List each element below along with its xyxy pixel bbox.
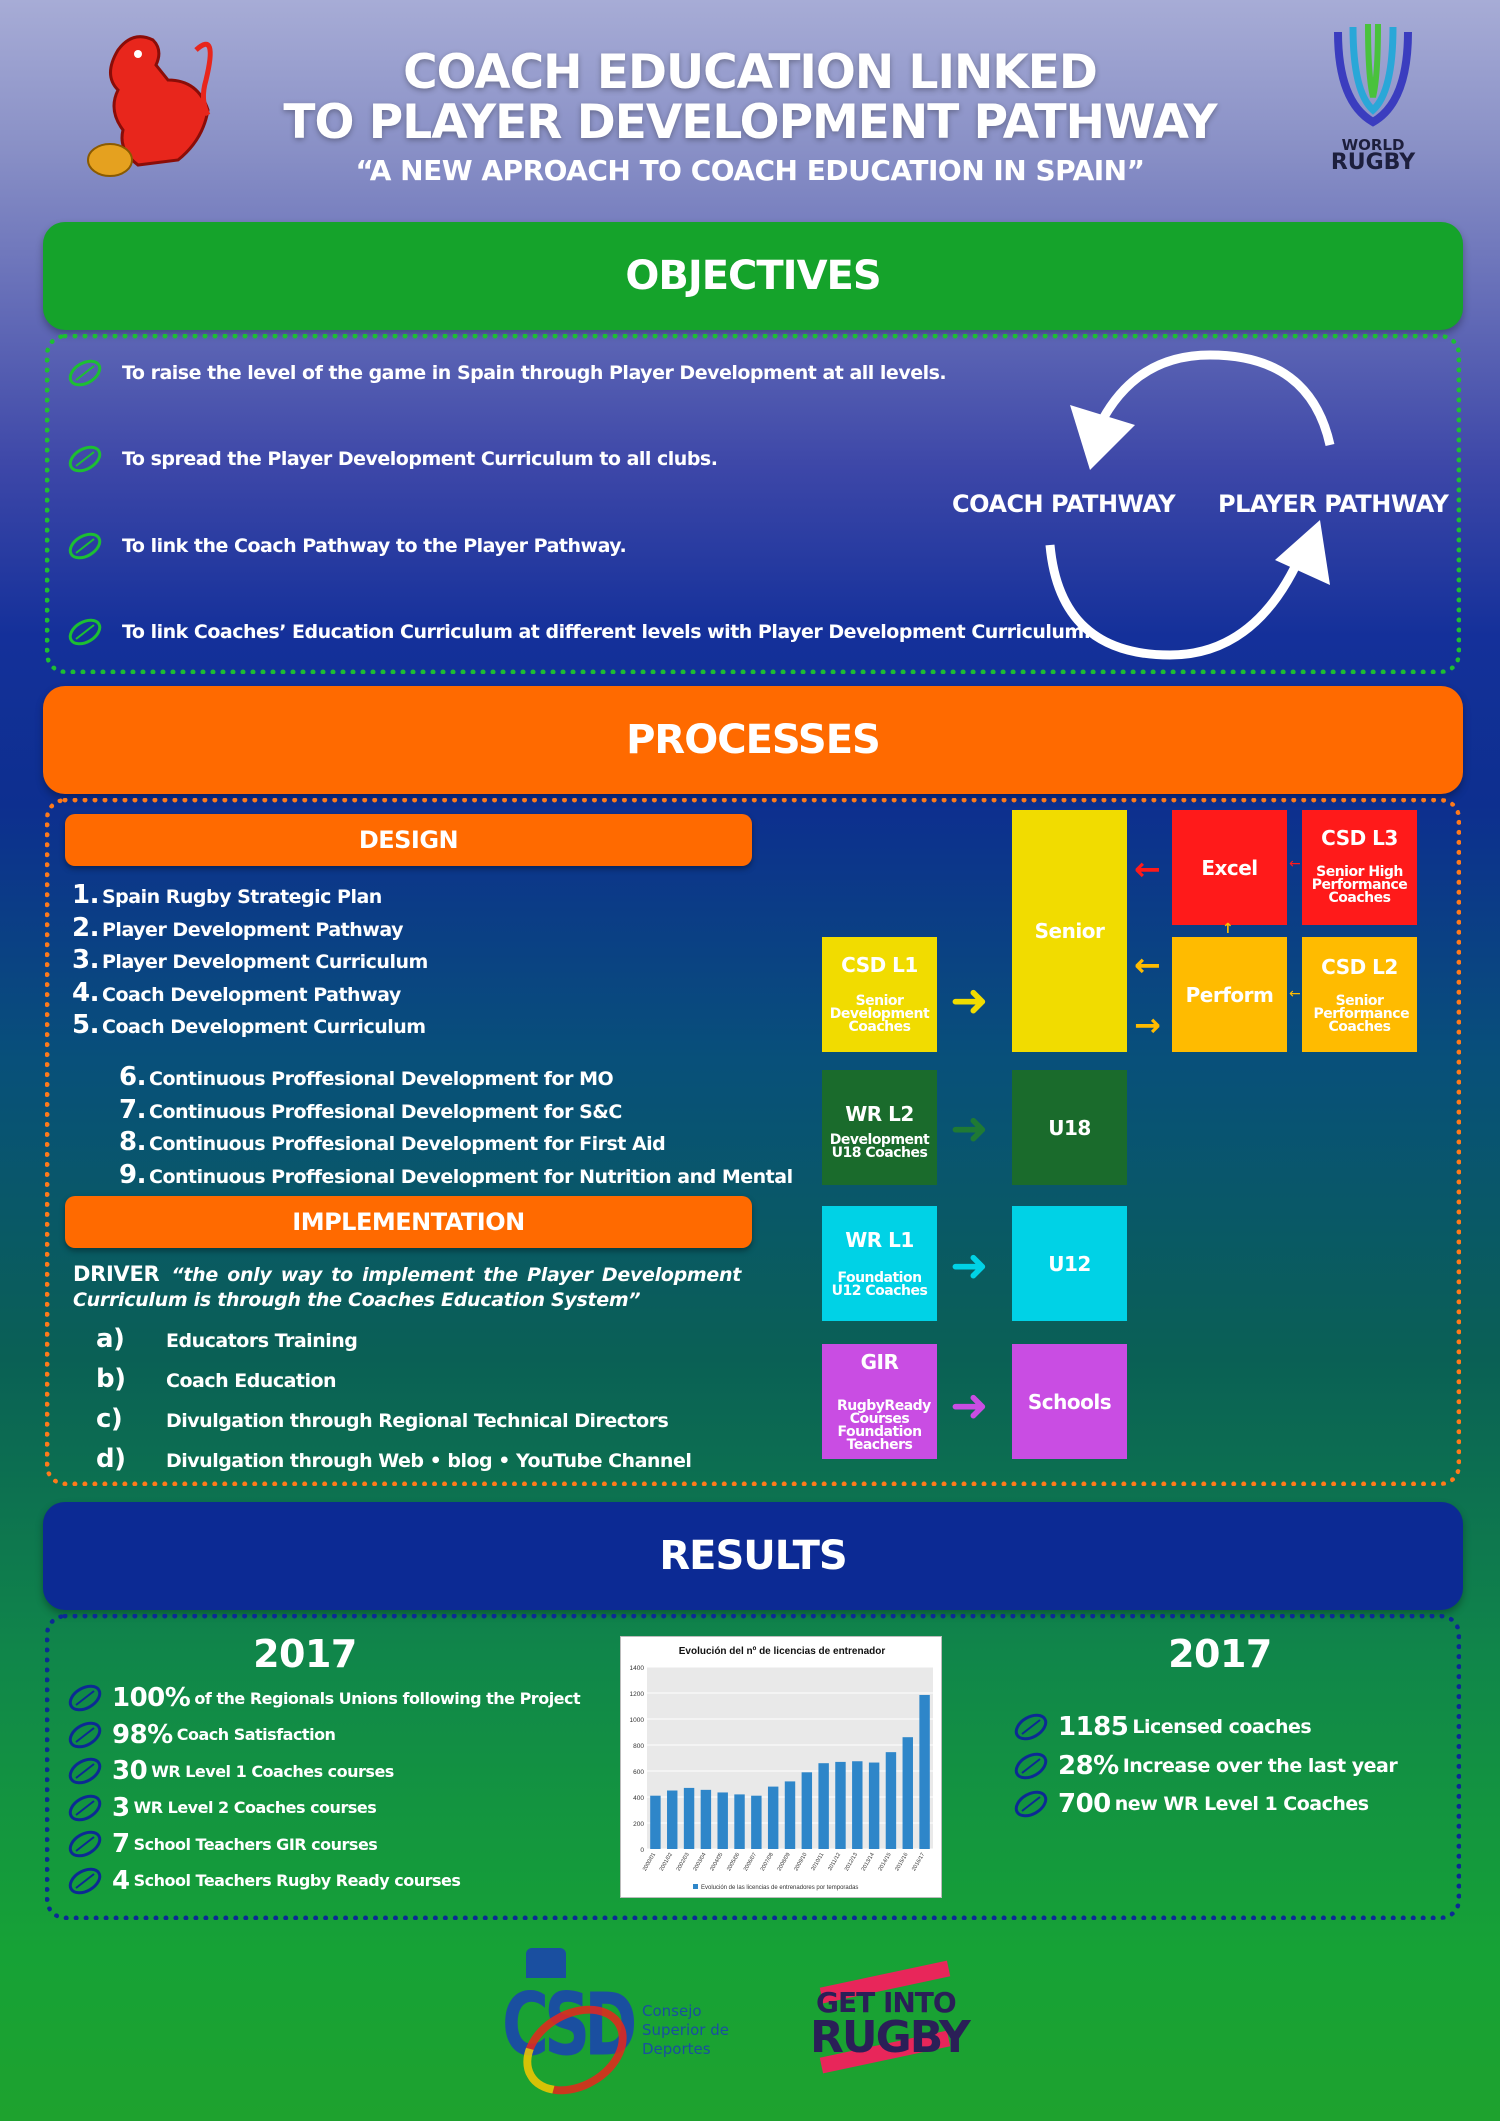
arrow-right-icon: ➜ [950,1378,989,1432]
rugby-ball-icon [66,444,104,474]
list-item: 9. Continuous Proffesional Development for Nutrition and Mental [119,1159,793,1190]
chart-x-tick-label: 2007/08 [759,1852,775,1873]
chart-x-tick-label: 2014/15 [877,1852,893,1873]
list-item: 2. Player Development Pathway [72,912,403,943]
objective-item: To link the Coach Pathway to the Player Pathway. [66,531,626,561]
rugby-ball-icon [66,1756,104,1786]
arrow-right-icon: ➜ [950,973,989,1027]
chart-bar [684,1788,694,1849]
rugby-ball-icon [66,1793,104,1823]
list-item: a) Educators Training [96,1324,358,1354]
world-rugby-word-bottom: RUGBY [1330,150,1416,175]
list-item: b) Coach Education [96,1364,337,1394]
coach-pathway-label: COACH PATHWAY [952,490,1176,518]
list-item: 1185 Licensed coaches [1012,1708,1397,1747]
list-item: 3. Player Development Curriculum [72,945,428,975]
processes-banner [43,686,1463,794]
perform-box: Perform [1172,937,1287,1052]
chart-bar [717,1792,727,1849]
chart-x-tick-label: 2003/04 [692,1852,708,1873]
list-item: 4 School Teachers Rugby Ready courses [66,1863,580,1900]
wr-l1-box: WR L1 Foundation U12 Coaches [822,1206,937,1321]
arrow-right-icon: ➜ [950,1101,989,1155]
page-title: COACH EDUCATION LINKED TO PLAYER DEVELOPMENT PATHWAY [283,45,1217,150]
rugby-ball-icon [1012,1789,1050,1819]
list-item: 8. Continuous Proffesional Development for First Aid [119,1127,666,1157]
chart-legend-swatch [693,1884,698,1889]
chart-bar [818,1763,828,1849]
chart-x-tick-label: 2004/05 [709,1852,725,1873]
objective-item: To spread the Player Development Curriculum to all clubs. [66,444,717,474]
driver-statement [73,1262,741,1313]
arrow-left-icon: ← [1289,986,1301,1002]
chart-x-tick-label: 2016/17 [911,1852,927,1873]
page-subtitle: “A NEW APROACH TO COACH EDUCATION IN SPAIN” [355,154,1145,187]
list-item: c) Divulgation through Regional Technical Directors [96,1404,669,1434]
chart-y-tick-label: 0 [640,1847,644,1854]
objective-item: To link Coaches’ Education Curriculum at different levels with Player Development Curriculum. [66,617,1090,647]
csd-l2-box: CSD L2 Senior Performance Coaches [1302,937,1417,1052]
chart-y-tick-label: 1200 [629,1691,644,1698]
wr-l2-box: WR L2 Development U18 Coaches [822,1070,937,1185]
rugby-ball-icon [66,1683,104,1713]
results-right-year: 2017 [1168,1632,1272,1676]
gir-box: GIR RugbyReady Courses Foundation Teachers [822,1344,937,1459]
csd-name: Consejo Superior de Deportes [642,2002,729,2058]
chart-y-tick-label: 1000 [629,1717,644,1724]
design-heading: DESIGN [65,814,752,866]
list-item: 100% of the Regionals Unions following the Project [66,1680,580,1717]
driver-label: DRIVER [73,1262,160,1286]
driver-quote: “the only way to implement the Player Development Curriculum is through the Coaches Education System” [73,1264,741,1311]
chart-x-tick-label: 2013/14 [860,1852,876,1873]
chart-x-tick-label: 2009/10 [793,1852,809,1873]
csd-l3-box: CSD L3 Senior High Performance Coaches [1302,810,1417,925]
chart-bar [650,1796,660,1849]
chart-x-tick-label: 2005/06 [726,1852,742,1873]
chart-x-tick-label: 2011/12 [827,1852,843,1872]
chart-y-tick-label: 400 [633,1795,644,1802]
results-banner [43,1502,1463,1610]
schools-box: Schools [1012,1344,1127,1459]
excel-box: Excel [1172,810,1287,925]
results-left-list [66,1680,580,1899]
rugby-ball-icon [66,617,104,647]
rugby-ball-icon [66,1829,104,1859]
results-heading: RESULTS [659,1533,847,1579]
list-item: 6. Continuous Proffesional Development for MO [119,1062,614,1092]
chart-legend-label: Evolución de las licencias de entrenadores por temporadas [701,1885,859,1891]
list-item: 3 WR Level 2 Coaches courses [66,1790,580,1827]
chart-x-tick-label: 2000/01 [642,1852,658,1873]
player-pathway-label: PLAYER PATHWAY [1218,490,1449,518]
chart-y-tick-label: 200 [633,1821,644,1828]
chart-x-tick-label: 2001/02 [658,1852,674,1873]
gir-line1: GET INTO [816,1986,956,2019]
chart-y-tick-label: 1400 [629,1665,644,1672]
arrow-left-icon: ← [1289,856,1301,872]
chart-bar [835,1762,845,1849]
chart-x-tick-label: 2008/09 [776,1852,792,1873]
world-rugby-word-top: WORLD [1341,136,1405,154]
chart-bar [785,1781,795,1849]
list-item: 30 WR Level 1 Coaches courses [66,1753,580,1790]
chart-bar [886,1752,896,1849]
rugby-ball-icon [66,1720,104,1750]
list-item: 4. Coach Development Pathway [72,977,401,1008]
chart-bar [734,1794,744,1849]
u12-box: U12 [1012,1206,1127,1321]
chart-bar [903,1737,913,1849]
chart-x-tick-label: 2006/07 [742,1852,759,1873]
chart-x-tick-label: 2015/16 [894,1852,910,1873]
arrow-up-icon: ↑ [1222,921,1234,937]
chart-x-tick-label: 2010/11 [810,1852,826,1872]
chart-bar [701,1790,711,1849]
rugby-ball-icon [1012,1712,1050,1742]
chart-x-tick-label: 2012/13 [843,1852,860,1873]
chart-canvas [621,1637,943,1899]
results-left-year: 2017 [253,1632,357,1676]
arrow-left-icon: ← [1134,850,1161,888]
chart-bar [667,1791,677,1850]
arrow-left-icon: ← [1134,946,1161,984]
chart-bar [802,1772,812,1849]
list-item: d) Divulgation through Web • blog • YouTube Channel [96,1444,692,1474]
chart-bar [768,1787,778,1849]
rugby-ball-icon [66,531,104,561]
u18-box: U18 [1012,1070,1127,1185]
chart-bar [852,1761,862,1849]
rugby-ball-icon [66,1866,104,1896]
objectives-banner [43,222,1463,330]
cpd-list [119,1062,793,1192]
chart-y-tick-label: 600 [633,1769,644,1776]
senior-box: Senior [1012,810,1127,1052]
results-right-list [1012,1708,1397,1824]
list-item: 5. Coach Development Curriculum [72,1010,426,1040]
implementation-heading: IMPLEMENTATION [65,1196,752,1248]
chart-bar [919,1695,929,1849]
list-item: 7 School Teachers GIR courses [66,1826,580,1863]
list-item: 700 new WR Level 1 Coaches [1012,1785,1397,1824]
chart-bar [751,1796,761,1849]
csd-l1-box: CSD L1 Senior Development Coaches [822,937,937,1052]
arrow-right-icon: → [1134,1006,1161,1044]
list-item: 7. Continuous Proffesional Development for S&C [119,1094,622,1125]
chart-bar [869,1763,879,1849]
csd-logo [490,1940,740,2110]
crown-icon [526,1948,566,1978]
list-item: 98% Coach Satisfaction [66,1717,580,1754]
csd-initials: CSD [502,1976,632,2076]
gir-line2: RUGBY [810,2012,969,2063]
objective-item: To raise the level of the game in Spain through Player Development at all levels. [66,358,946,388]
processes-heading: PROCESSES [626,717,880,763]
objectives-heading: OBJECTIVES [625,253,881,299]
rugby-ball-icon [1012,1751,1050,1781]
implementation-list [96,1320,691,1480]
chart-x-tick-label: 2002/03 [675,1852,691,1873]
chart-y-tick-label: 800 [633,1743,644,1750]
list-item: 28% Increase over the last year [1012,1747,1397,1786]
world-rugby-logo [1318,22,1428,182]
design-list [72,880,428,1043]
licenses-chart [620,1636,942,1898]
list-item: 1. Spain Rugby Strategic Plan [72,880,382,910]
rugby-ball-icon [66,358,104,388]
chart-title: Evolución del nº de licencias de entrenador [678,1646,886,1657]
get-into-rugby-logo [800,1944,980,2084]
arrow-right-icon: ➜ [950,1238,989,1292]
